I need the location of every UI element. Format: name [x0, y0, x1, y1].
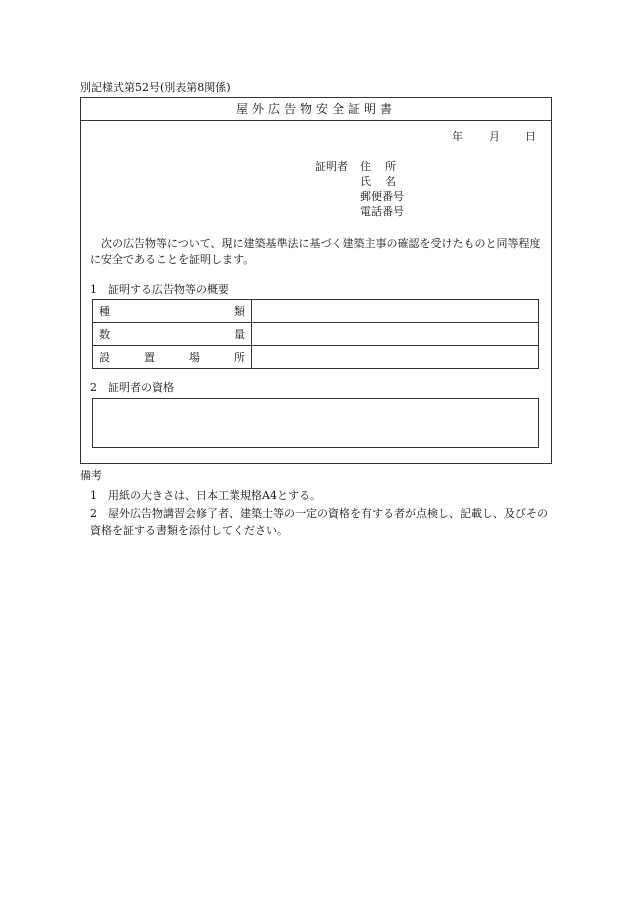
- form-reference: 別記様式第52号(別表第8関係): [80, 81, 231, 94]
- name-label: 氏名: [360, 175, 410, 188]
- date-day-label: 日: [525, 130, 536, 143]
- note-item-1: 1 用紙の大きさは、日本工業規格A4とする。: [90, 489, 321, 502]
- section-overview-heading: 1 証明する広告物等の概要: [90, 283, 229, 296]
- certification-statement: 次の広告物等について、現に建築基準法に基づく建築主事の確認を受けたものと同等程度に安全であることを証明します。: [90, 237, 541, 266]
- certificate-title: 屋外広告物安全証明書: [81, 98, 551, 121]
- date-year-label: 年: [452, 130, 463, 143]
- note-item-2-number: 2: [90, 507, 97, 520]
- type-label-cell: [93, 300, 252, 323]
- quantity-label: 数 量: [99, 328, 245, 341]
- section-qualification-heading: 2 証明者の資格: [90, 381, 174, 394]
- notes-heading: 備考: [80, 469, 102, 482]
- certifier-label: 証明者: [315, 160, 348, 173]
- location-label: 設 置 場 所: [99, 351, 245, 364]
- phone-number-label: 電話番号: [360, 205, 404, 218]
- quantity-label-cell: [93, 323, 252, 346]
- type-value-cell[interactable]: [252, 300, 539, 323]
- quantity-value-cell[interactable]: [252, 323, 539, 346]
- table-row: [93, 323, 539, 346]
- postal-code-label: 郵便番号: [360, 190, 404, 203]
- location-value-cell[interactable]: [252, 346, 539, 369]
- note-item-2: [90, 505, 550, 539]
- note-item-2-text: 屋外広告物講習会修了者、建築士等の一定の資格を有する者が点検し、記載し、及びその資格を証する書類を添付してください。: [90, 507, 548, 537]
- table-row: [93, 300, 539, 323]
- location-label-cell: [93, 346, 252, 369]
- type-label: 種 類: [99, 305, 245, 318]
- qualification-field[interactable]: [92, 398, 539, 448]
- date-month-label: 月: [489, 130, 500, 143]
- overview-table: [92, 299, 539, 369]
- address-label: 住所: [360, 160, 410, 173]
- table-row: [93, 346, 539, 369]
